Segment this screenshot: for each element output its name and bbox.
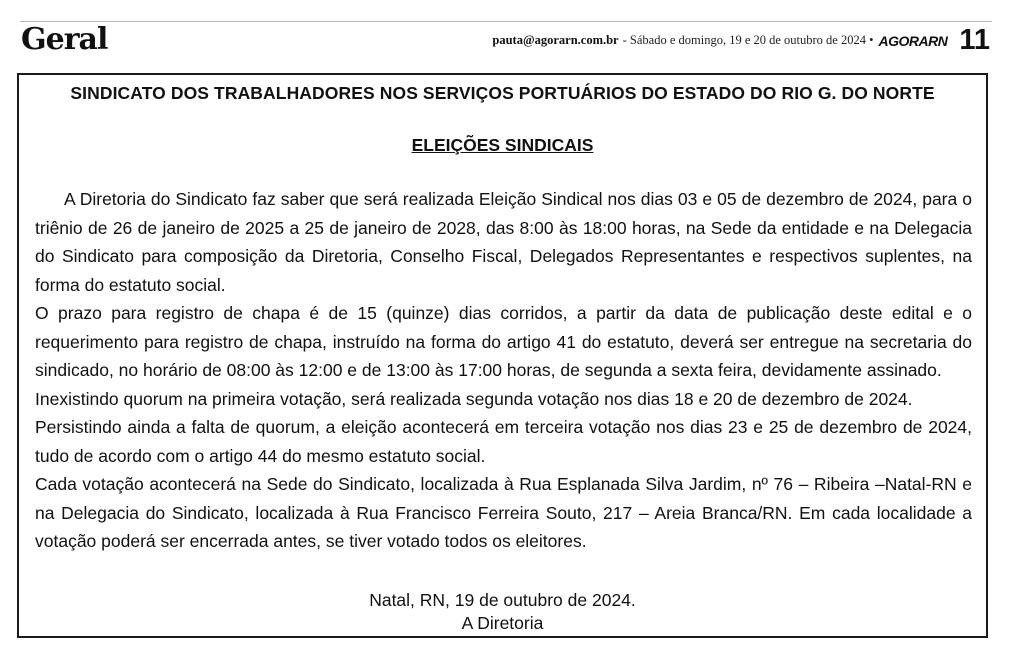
paragraph: A Diretoria do Sindicato faz saber que será realizada Eleição Sindical nos dias 03 e 05 de dezembro de 2024, para o triênio de 26 de janeiro de 2025 a 25 de janeiro de 2028, das 8:00 às 18:00 horas, na Sede da entidade e na Delegacia do Sindicato para composição da Diretoria, Conselho Fiscal, Delegados Representantes e respectivos suplentes, na forma do estatuto social. [35,189,972,295]
paragraph: Inexistindo quorum na primeira votação, será realizada segunda votação nos dias 18 e 20 de dezembro de 2024. [35,388,913,409]
page-number: 11 [959,24,990,56]
notice-title: ELEIÇÕES SINDICAIS [411,135,594,155]
paragraph: Cada votação acontecerá na Sede do Sindicato, localizada à Rua Esplanada Silva Jardim, nº 76 – Ribeira –Natal-RN e na Delegacia do Sindicato, localizada à Rua Francisco Ferreira Souto, 217 – Areia Branca/RN. Em cada localidade a votação poderá ser encerrada antes, se tiver votado todos os eleitores. [35,474,972,551]
section-title: Geral [21,22,108,57]
newspaper-logo: AGORARN [878,32,948,49]
notice-box [17,73,988,638]
place-date: Natal, RN, 19 de outubro de 2024. [369,590,636,610]
header-email: pauta@agorarn.com.br [492,33,619,47]
notice-body [35,185,972,556]
signature-block [19,589,986,634]
page-header-info [492,26,990,55]
signature: A Diretoria [461,612,544,633]
header-rule [20,21,992,22]
paragraph: O prazo para registro de chapa é de 15 (quinze) dias corridos, a partir da data de publicação deste edital e o requerimento para registro de chapa, instruído na forma do artigo 41 do estatuto, deverá ser entregue na secretaria do sindicado, no horário de 08:00 às 12:00 e de 13:00 às 17:00 horas, de segunda a sexta feira, devidamente assinado. [35,303,972,380]
paragraph: Persistindo ainda a falta de quorum, a eleição acontecerá em terceira votação nos dias 23 e 25 de dezembro de 2024, tudo de acordo com o artigo 44 do mesmo estatuto social. [35,417,972,466]
organization-name: SINDICATO DOS TRABALHADORES NOS SERVIÇOS PORTUÁRIOS DO ESTADO DO RIO G. DO NORTE [70,83,935,103]
header-date: - Sábado e domingo, 19 e 20 de outubro de 2024 • [622,33,874,47]
